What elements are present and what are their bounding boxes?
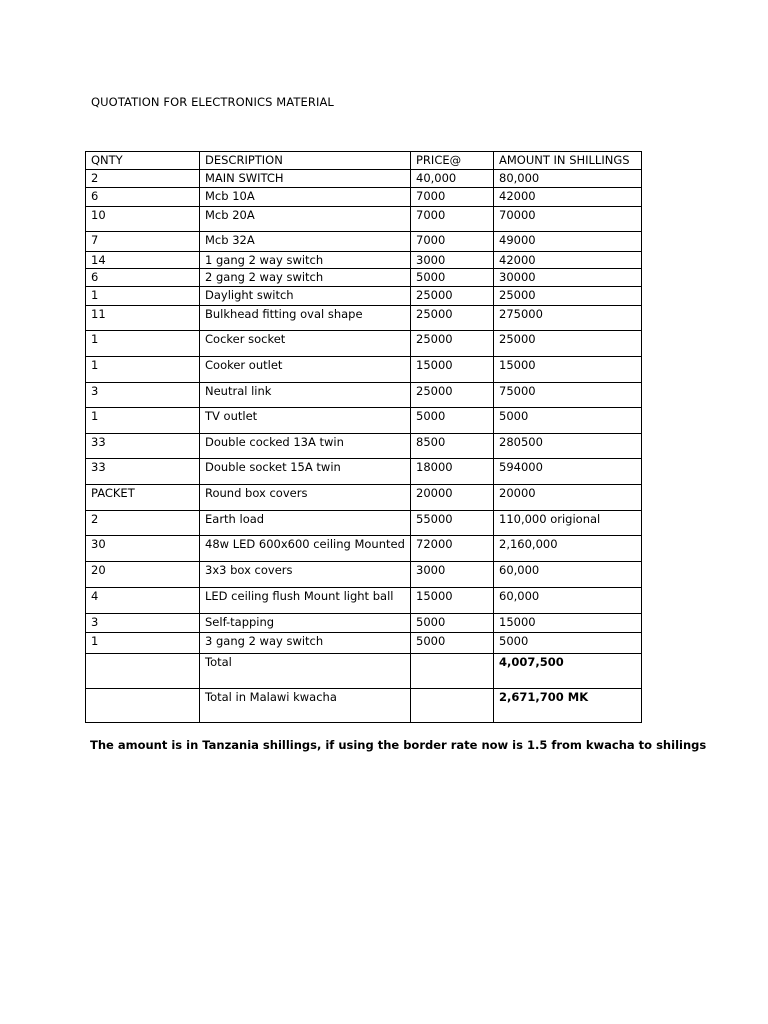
total-kwacha-row (86, 689, 642, 723)
table-row-qnty-cell: 11 (86, 306, 200, 331)
table-row-amount-cell: 280500 (494, 434, 642, 459)
table-row-description-cell: 3x3 box covers (200, 562, 411, 588)
table-row-description-cell: 3 gang 2 way switch (200, 633, 411, 654)
table-row-price-cell: 5000 (411, 269, 494, 287)
table-row-amount-cell: 25000 (494, 331, 642, 357)
table-row (86, 306, 642, 331)
table-row-amount-cell: 70000 (494, 207, 642, 232)
table-row-price-cell: 25000 (411, 383, 494, 408)
table-row-description-cell: Self-tapping (200, 614, 411, 633)
table-row-price-cell: 7000 (411, 188, 494, 207)
table-row (86, 207, 642, 232)
quotation-table (85, 151, 642, 723)
table-row-price-cell: 7000 (411, 207, 494, 232)
table-row-qnty-cell: 2 (86, 170, 200, 188)
table-row-qnty-cell: 33 (86, 459, 200, 485)
table-row (86, 434, 642, 459)
currency-note: The amount is in Tanzania shillings, if using the border rate now is 1.5 from kwacha to shilings (90, 738, 707, 752)
table-row (86, 287, 642, 306)
table-row-amount-cell: 75000 (494, 383, 642, 408)
total-kwacha-row-amount-cell: 2,671,700 MK (494, 689, 642, 723)
table-header-row-description-cell: DESCRIPTION (200, 152, 411, 170)
table-row-amount-cell: 30000 (494, 269, 642, 287)
table-row-qnty-cell: 1 (86, 357, 200, 383)
table-row-description-cell: Round box covers (200, 485, 411, 511)
table-header-row-qnty-cell: QNTY (86, 152, 200, 170)
table-row (86, 331, 642, 357)
table-header-row-amount-cell: AMOUNT IN SHILLINGS (494, 152, 642, 170)
table-row (86, 188, 642, 207)
table-row-price-cell: 25000 (411, 287, 494, 306)
table-row (86, 357, 642, 383)
table-row-description-cell: Double socket 15A twin (200, 459, 411, 485)
table-row-amount-cell: 2,160,000 (494, 536, 642, 562)
table-row-qnty-cell: 7 (86, 232, 200, 252)
table-row-description-cell: Mcb 10A (200, 188, 411, 207)
table-row-amount-cell: 275000 (494, 306, 642, 331)
table-row-price-cell: 7000 (411, 232, 494, 252)
quotation-table-body (86, 152, 642, 723)
table-row-amount-cell: 25000 (494, 287, 642, 306)
table-row-price-cell: 20000 (411, 485, 494, 511)
table-row-amount-cell: 20000 (494, 485, 642, 511)
table-row-description-cell: Mcb 32A (200, 232, 411, 252)
table-row (86, 459, 642, 485)
table-row-description-cell: Double cocked 13A twin (200, 434, 411, 459)
table-row-amount-cell: 110,000 origional (494, 511, 642, 536)
total-kwacha-row-price-cell (411, 689, 494, 723)
table-row-price-cell: 55000 (411, 511, 494, 536)
table-row-description-cell: Earth load (200, 511, 411, 536)
table-row-qnty-cell: 30 (86, 536, 200, 562)
table-row (86, 252, 642, 269)
table-row (86, 170, 642, 188)
table-row-qnty-cell: 1 (86, 633, 200, 654)
table-row-qnty-cell: 6 (86, 188, 200, 207)
total-kwacha-row-description-cell: Total in Malawi kwacha (200, 689, 411, 723)
table-row-amount-cell: 594000 (494, 459, 642, 485)
table-row-qnty-cell: 33 (86, 434, 200, 459)
table-row (86, 383, 642, 408)
table-row-price-cell: 3000 (411, 562, 494, 588)
table-row-qnty-cell: 10 (86, 207, 200, 232)
table-row-description-cell: Mcb 20A (200, 207, 411, 232)
table-row-amount-cell: 15000 (494, 614, 642, 633)
table-row-price-cell: 15000 (411, 588, 494, 614)
table-row-description-cell: Daylight switch (200, 287, 411, 306)
table-row (86, 588, 642, 614)
table-row (86, 485, 642, 511)
table-row-qnty-cell: 4 (86, 588, 200, 614)
total-row-qnty-cell (86, 654, 200, 689)
table-row-price-cell: 18000 (411, 459, 494, 485)
table-row-amount-cell: 42000 (494, 188, 642, 207)
table-row-qnty-cell: 14 (86, 252, 200, 269)
table-row (86, 269, 642, 287)
table-header-row-price-cell: PRICE@ (411, 152, 494, 170)
table-row-amount-cell: 5000 (494, 633, 642, 654)
table-row-amount-cell: 15000 (494, 357, 642, 383)
total-row-price-cell (411, 654, 494, 689)
table-row (86, 232, 642, 252)
table-row-description-cell: LED ceiling flush Mount light ball (200, 588, 411, 614)
table-row (86, 614, 642, 633)
table-row-description-cell: Cocker socket (200, 331, 411, 357)
table-row-description-cell: Bulkhead fitting oval shape (200, 306, 411, 331)
table-row-description-cell: TV outlet (200, 408, 411, 434)
table-row-qnty-cell: 2 (86, 511, 200, 536)
table-row-description-cell: 1 gang 2 way switch (200, 252, 411, 269)
table-row-price-cell: 3000 (411, 252, 494, 269)
table-row-description-cell: 2 gang 2 way switch (200, 269, 411, 287)
table-header-row (86, 152, 642, 170)
table-row-qnty-cell: 1 (86, 408, 200, 434)
table-row-amount-cell: 42000 (494, 252, 642, 269)
table-row-price-cell: 5000 (411, 408, 494, 434)
total-kwacha-row-qnty-cell (86, 689, 200, 723)
table-row-qnty-cell: 3 (86, 614, 200, 633)
table-row-description-cell: MAIN SWITCH (200, 170, 411, 188)
table-row-price-cell: 25000 (411, 331, 494, 357)
table-row-price-cell: 5000 (411, 614, 494, 633)
table-row-description-cell: Cooker outlet (200, 357, 411, 383)
table-row-qnty-cell: 6 (86, 269, 200, 287)
table-row-amount-cell: 60,000 (494, 588, 642, 614)
table-row-description-cell: Neutral link (200, 383, 411, 408)
table-row-amount-cell: 5000 (494, 408, 642, 434)
table-row (86, 536, 642, 562)
table-row-amount-cell: 80,000 (494, 170, 642, 188)
table-row-amount-cell: 60,000 (494, 562, 642, 588)
table-row (86, 511, 642, 536)
total-row-description-cell: Total (200, 654, 411, 689)
table-row-qnty-cell: 1 (86, 331, 200, 357)
document-title: QUOTATION FOR ELECTRONICS MATERIAL (91, 95, 334, 109)
table-row-price-cell: 40,000 (411, 170, 494, 188)
table-row-qnty-cell: 20 (86, 562, 200, 588)
table-row (86, 408, 642, 434)
table-row-qnty-cell: 3 (86, 383, 200, 408)
table-row-amount-cell: 49000 (494, 232, 642, 252)
table-row-description-cell: 48w LED 600x600 ceiling Mounted (200, 536, 411, 562)
table-row-price-cell: 25000 (411, 306, 494, 331)
table-row-price-cell: 15000 (411, 357, 494, 383)
table-row-qnty-cell: PACKET (86, 485, 200, 511)
table-row (86, 562, 642, 588)
table-row-price-cell: 72000 (411, 536, 494, 562)
total-row (86, 654, 642, 689)
table-row-qnty-cell: 1 (86, 287, 200, 306)
table-row-price-cell: 5000 (411, 633, 494, 654)
table-row (86, 633, 642, 654)
table-row-price-cell: 8500 (411, 434, 494, 459)
total-row-amount-cell: 4,007,500 (494, 654, 642, 689)
